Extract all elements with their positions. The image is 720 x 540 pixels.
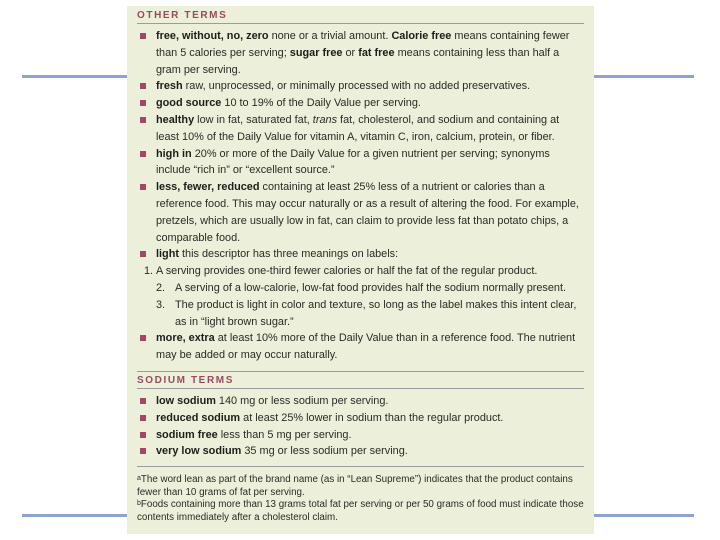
term-definition: means containing fewer than 5 calories per serving; bbox=[156, 30, 570, 59]
term-definition: 140 mg or less sodium per serving. bbox=[215, 394, 389, 407]
term-name: reduced sodium bbox=[156, 411, 241, 424]
term-name: sodium free bbox=[156, 428, 218, 441]
term-name: good source bbox=[156, 97, 222, 110]
slide-rule-bottom-left bbox=[22, 514, 128, 517]
term-emphasis: trans bbox=[312, 113, 338, 126]
term-name: high in bbox=[156, 147, 192, 160]
term-item bbox=[137, 146, 584, 180]
square-bullet-icon bbox=[140, 415, 146, 421]
footnote-mark: b bbox=[137, 500, 141, 508]
term-definition: means containing less than half a gram per serving. bbox=[156, 46, 560, 76]
square-bullet-icon bbox=[140, 398, 146, 404]
term-definition: 10 to 19% of the Daily Value per serving. bbox=[221, 97, 421, 110]
term-item bbox=[137, 330, 584, 364]
term-item bbox=[137, 427, 584, 444]
item-number: 3. bbox=[156, 298, 166, 311]
term-item bbox=[137, 112, 584, 146]
term-definition: at least 25% lower in sodium than the regular product. bbox=[240, 411, 504, 424]
light-meaning-item bbox=[156, 280, 584, 297]
square-bullet-icon bbox=[140, 100, 146, 106]
term-item bbox=[137, 78, 584, 95]
sodium-terms-list bbox=[137, 393, 584, 460]
term-definition: at least 10% more of the Daily Value than in a reference food. The nutrient may be added or may occur naturally. bbox=[156, 332, 576, 362]
term-definition: raw, unprocessed, or minimally processed with no added preservatives. bbox=[182, 80, 531, 93]
term-name: very low sodium bbox=[156, 445, 242, 458]
term-name: light bbox=[156, 248, 179, 261]
term-definition: this descriptor has three meanings on labels: bbox=[178, 248, 399, 261]
slide-rule-bottom-right bbox=[594, 514, 694, 517]
footnote-mark: a bbox=[137, 475, 141, 483]
term-item bbox=[137, 28, 584, 78]
term-definition: or bbox=[342, 46, 359, 59]
term-definition: less than 5 mg per serving. bbox=[217, 428, 352, 441]
light-meaning-item bbox=[156, 297, 584, 331]
square-bullet-icon bbox=[140, 151, 146, 157]
footnote bbox=[137, 499, 584, 524]
sodium-terms-heading: SODIUM TERMS bbox=[137, 371, 584, 389]
term-name: Calorie free bbox=[391, 30, 452, 42]
item-text: A serving provides one-third fewer calories or half the fat of the regular product. bbox=[156, 265, 538, 278]
term-name: fat free bbox=[358, 46, 395, 59]
footnote-text: The word lean as part of the brand name (as in “Lean Supreme”) indicates that the product contains fewer than 10 grams of fat per serving. bbox=[137, 474, 573, 498]
term-item bbox=[137, 246, 584, 330]
slide-rule-top-left bbox=[22, 75, 128, 78]
term-name: less, fewer, reduced bbox=[156, 181, 260, 194]
term-definition: 20% or more of the Daily Value for a given nutrient per serving; synonyms include “rich in” or “excellent source.” bbox=[156, 147, 550, 177]
term-definition: fat, cholesterol, and sodium and containing at least 10% of the Daily Value for vitamin A, vitamin C, iron, calcium, protein, or fiber. bbox=[156, 113, 560, 143]
other-terms-list bbox=[137, 28, 584, 364]
square-bullet-icon bbox=[140, 448, 146, 454]
item-text: A serving of a low-calorie, low-fat food provides half the sodium normally present. bbox=[175, 281, 567, 294]
term-name: sugar free bbox=[289, 46, 343, 59]
term-name: more, extra bbox=[156, 332, 215, 345]
term-item bbox=[137, 393, 584, 410]
term-name: free, without, no, zero bbox=[156, 30, 269, 42]
term-definition: low in fat, saturated fat, bbox=[194, 113, 313, 126]
term-item bbox=[137, 95, 584, 112]
square-bullet-icon bbox=[140, 33, 146, 39]
square-bullet-icon bbox=[140, 335, 146, 341]
square-bullet-icon bbox=[140, 117, 146, 123]
term-name: fresh bbox=[156, 80, 183, 93]
footnote bbox=[137, 474, 584, 499]
term-definition: containing at least 25% less of a nutrient or calories than a reference food. This may occur naturally or as a result of altering the food. For example, pretzels, which are usually low in fat, can claim to provide less fat than potato chips, a comparable food. bbox=[156, 181, 579, 244]
term-definition: none or a trivial amount. bbox=[268, 30, 392, 42]
square-bullet-icon bbox=[140, 83, 146, 89]
square-bullet-icon bbox=[140, 432, 146, 438]
term-definition: 35 mg or less sodium per serving. bbox=[241, 445, 408, 458]
other-terms-heading: OTHER TERMS bbox=[137, 9, 584, 24]
item-text: The product is light in color and texture, so long as the label makes this intent clear, as in “light brown sugar.” bbox=[175, 298, 577, 328]
term-item bbox=[137, 179, 584, 246]
square-bullet-icon bbox=[140, 251, 146, 257]
item-number: 2. bbox=[156, 281, 166, 294]
term-name: low sodium bbox=[156, 394, 216, 407]
term-item bbox=[137, 410, 584, 427]
term-item bbox=[137, 443, 584, 460]
term-name: healthy bbox=[156, 113, 195, 126]
light-meaning-item bbox=[144, 263, 584, 280]
item-number: 1. bbox=[144, 265, 154, 278]
light-meanings-list bbox=[144, 263, 584, 330]
footnote-text: Foods containing more than 13 grams total fat per serving or per 50 grams of food must indicate those contents immediately after a cholesterol claim. bbox=[137, 499, 584, 523]
square-bullet-icon bbox=[140, 184, 146, 190]
slide-rule-top-right bbox=[594, 75, 694, 78]
terms-panel bbox=[127, 6, 594, 534]
footnotes bbox=[137, 466, 584, 524]
